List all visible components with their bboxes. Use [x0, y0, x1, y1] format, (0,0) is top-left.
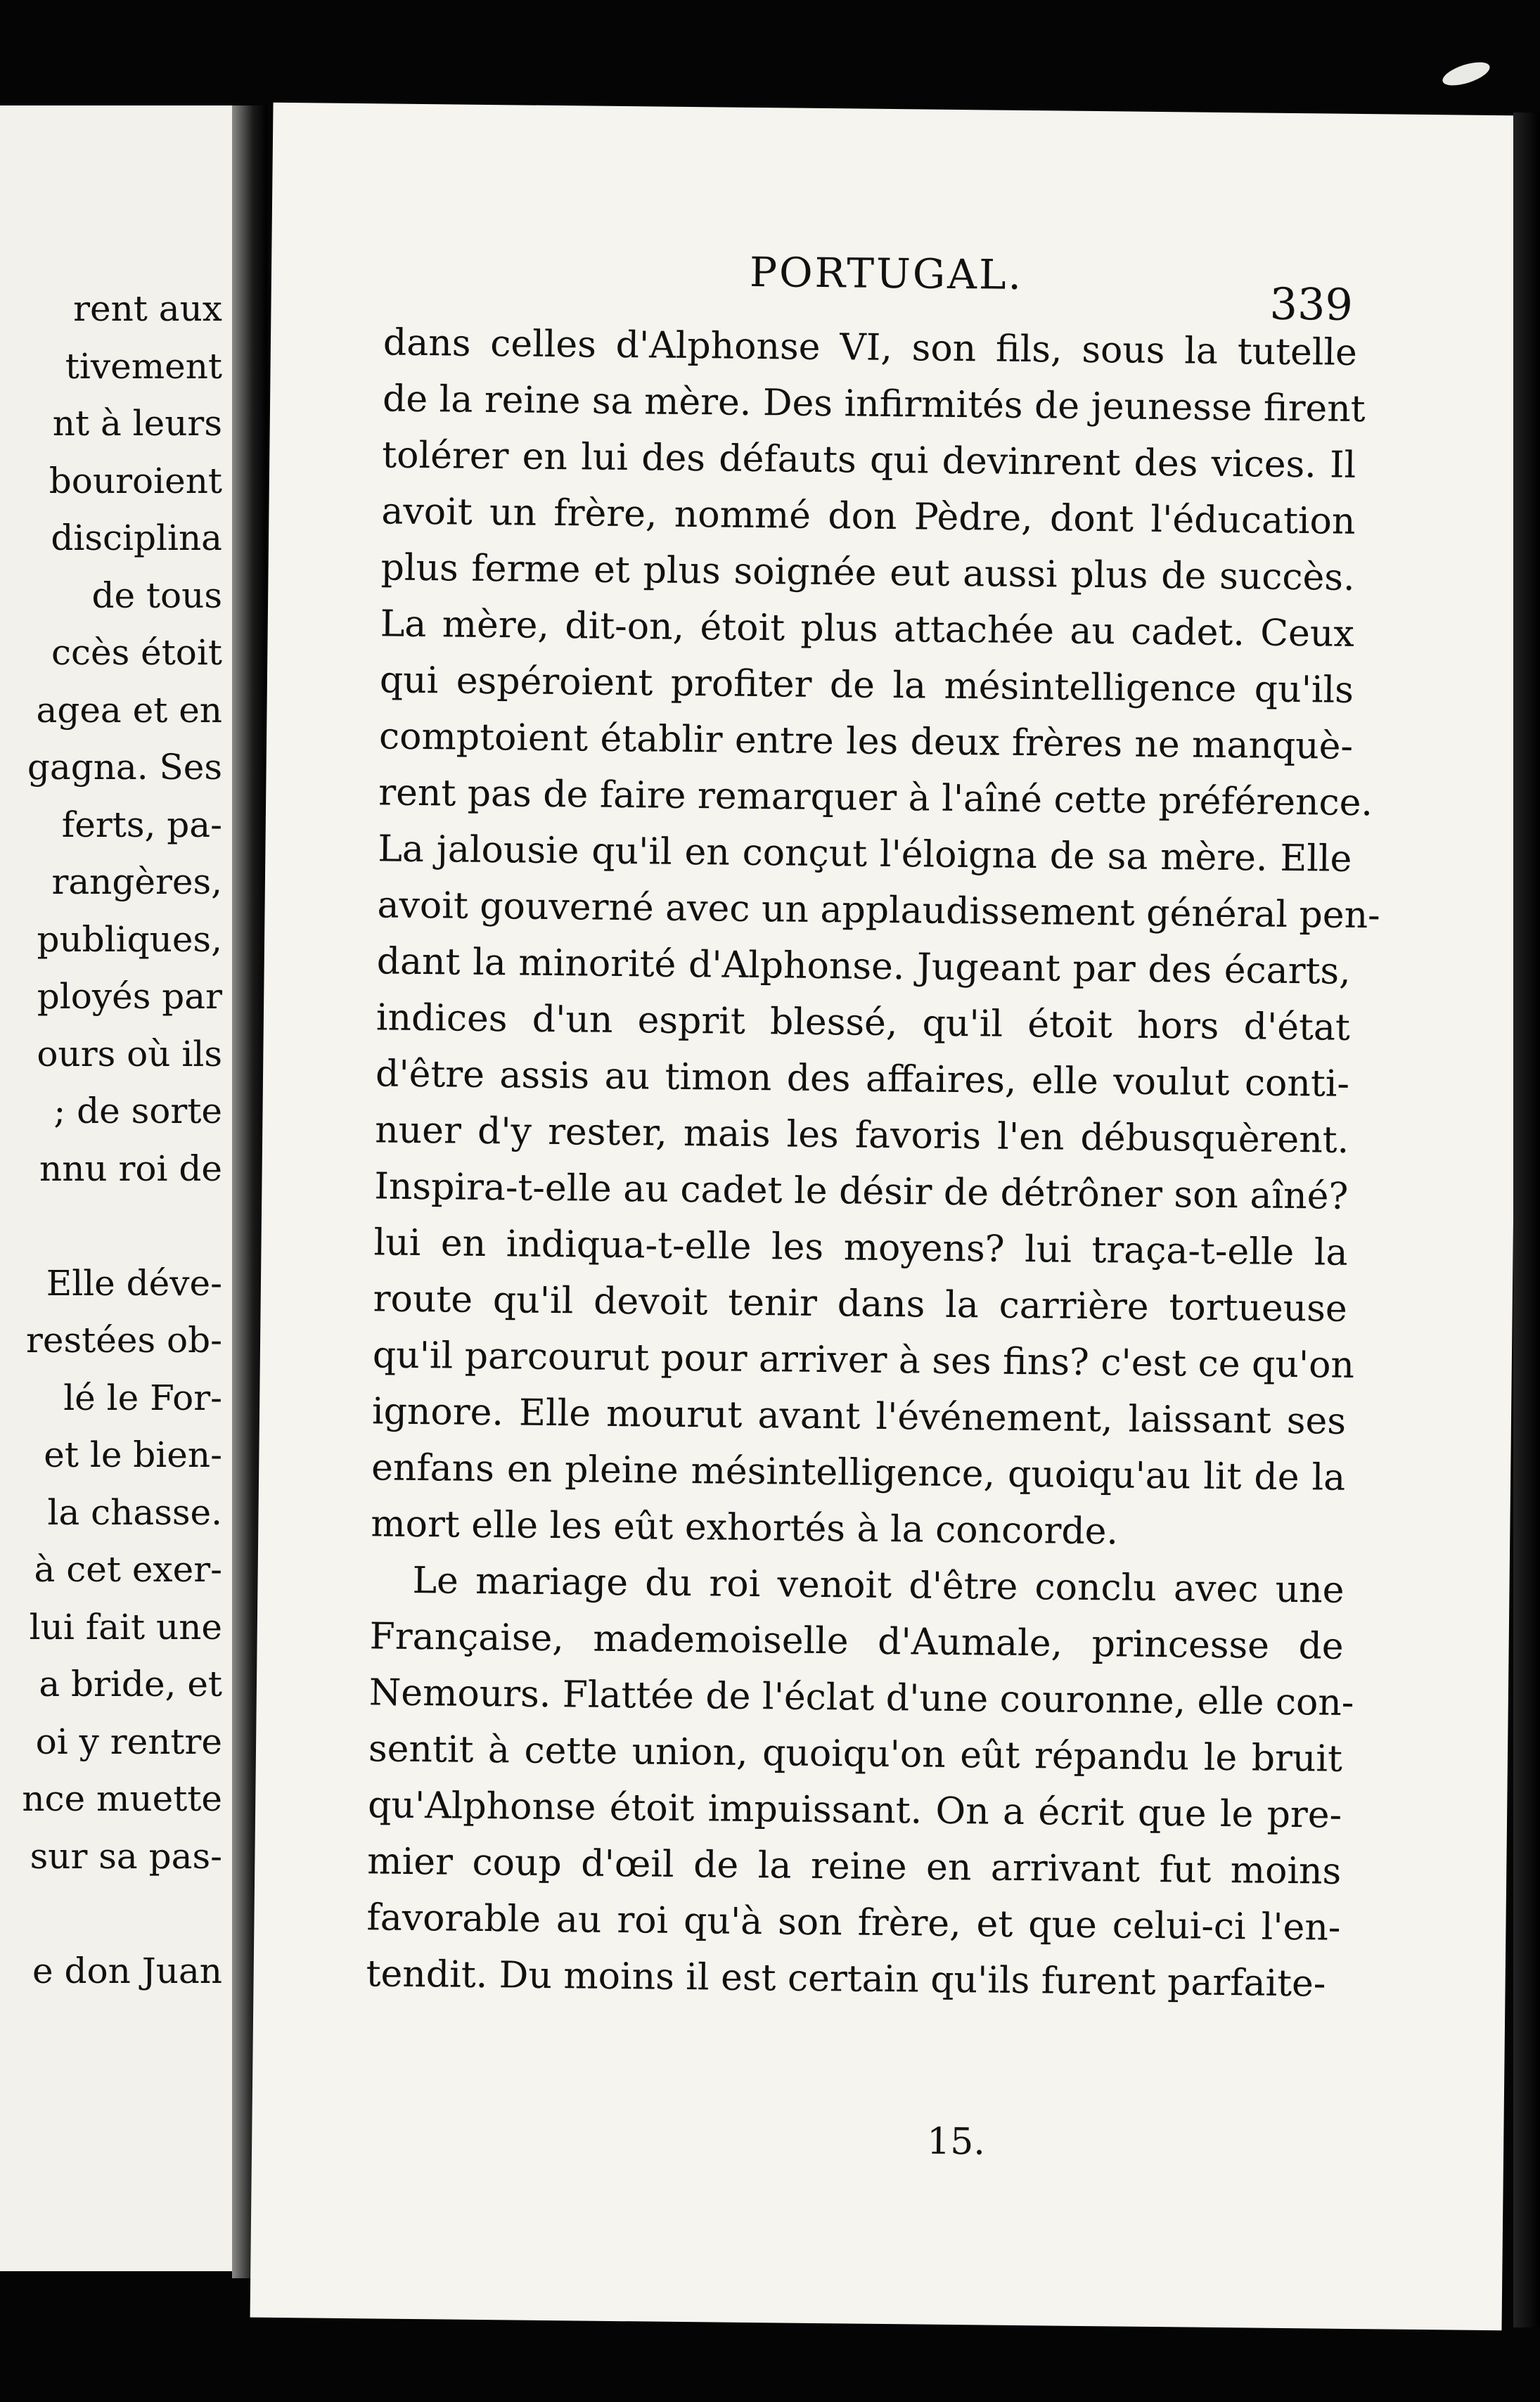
text-line: Nemours. Flattée de l'éclat d'une couronne, elle con-	[368, 1671, 1354, 1724]
text-line: Le mariage du roi venoit d'être conclu avec une	[412, 1559, 1345, 1612]
left-text-line: ours où ils	[37, 1033, 222, 1074]
left-text-line: et le bien-	[44, 1434, 222, 1475]
text-line: avoit un frère, nommé don Pèdre, dont l'éducation	[381, 490, 1356, 543]
text-line: qu'il parcourut pour arriver à ses fins? c'est ce qu'on	[372, 1334, 1355, 1387]
page-number: 339	[1269, 278, 1354, 330]
text-line: mort elle les eût exhortés à la concorde.	[371, 1503, 1119, 1553]
text-line: sentit à cette union, quoiqu'on eût répandu le bruit	[368, 1728, 1343, 1780]
text-line: tolérer en lui des défauts qui devinrent des vices. Il	[381, 434, 1356, 487]
right-page	[250, 103, 1525, 2330]
text-line: ignore. Elle mourut avant l'événement, laissant ses	[371, 1390, 1347, 1443]
body-text	[366, 314, 1381, 2012]
text-line: dant la minorité d'Alphonse. Jugeant par des écarts,	[376, 940, 1351, 993]
left-text-line: sur sa pas-	[30, 1835, 222, 1877]
text-line: comptoient établir entre les deux frères ne manquè-	[378, 715, 1354, 768]
text-line: Française, mademoiselle d'Aumale, princesse de	[369, 1615, 1344, 1668]
text-line: nuer d'y rester, mais les favoris l'en débusquèrent.	[374, 1109, 1349, 1162]
text-line: d'être assis au timon des affaires, elle voulut conti-	[375, 1053, 1350, 1105]
left-text-line: restées ob-	[26, 1320, 222, 1361]
text-line: de la reine sa mère. Des infirmités de jeunesse firent	[382, 378, 1366, 431]
text-line: dans celles d'Alphonse VI, son fils, sous la tutelle	[383, 321, 1358, 374]
text-line: plus ferme et plus soignée eut aussi plus de succès.	[380, 546, 1355, 599]
text-line: mier coup d'œil de la reine en arrivant fut moins	[367, 1840, 1342, 1893]
text-line: rent pas de faire remarquer à l'aîné cette préférence.	[378, 771, 1373, 825]
text-line: enfans en pleine mésintelligence, quoiqu'au lit de la	[371, 1446, 1346, 1499]
left-text-line: à cet exer-	[34, 1549, 222, 1590]
left-text-line: agea et en	[36, 689, 222, 731]
left-text-line: nt à leurs	[52, 403, 222, 444]
text-line: tendit. Du moins il est certain qu'ils furent parfaite-	[366, 1953, 1326, 2005]
text-line: La jalousie qu'il en conçut l'éloigna de sa mère. Elle	[378, 828, 1352, 880]
text-line: Inspira-t-elle au cadet le désir de détrôner son aîné?	[374, 1165, 1349, 1218]
left-text-line: ; de sorte	[53, 1091, 222, 1131]
text-line: qui espéroient profiter de la mésintelligence qu'ils	[379, 659, 1354, 712]
page-edge-shadow	[1513, 113, 1540, 2327]
left-text-line: bouroient	[49, 460, 222, 501]
left-text-line: nce muette	[22, 1778, 222, 1819]
left-text-line: rent aux	[73, 288, 222, 329]
text-line: route qu'il devoit tenir dans la carrière tortueuse	[373, 1278, 1347, 1330]
left-text-line: a bride, et	[39, 1664, 222, 1704]
left-text-line: rangères,	[51, 861, 222, 902]
left-text-line: gagna. Ses	[27, 747, 222, 788]
left-page-fragment	[0, 105, 253, 2271]
left-text-line: lé le For-	[63, 1377, 222, 1418]
left-text-line: disciplina	[51, 518, 222, 558]
left-text-line: oi y rentre	[35, 1721, 222, 1762]
left-text-line: la chasse.	[47, 1491, 222, 1533]
left-text-line: ferts, pa-	[61, 804, 222, 845]
text-line: qu'Alphonse étoit impuissant. On a écrit que le pre-	[367, 1784, 1342, 1837]
left-text-line: Elle déve-	[46, 1262, 222, 1304]
left-text-line: nnu roi de	[39, 1148, 222, 1189]
text-line: favorable au roi qu'à son frère, et que celui-ci l'en-	[366, 1896, 1341, 1949]
left-text-line: publiques,	[37, 918, 222, 960]
signature-mark: 15.	[926, 2120, 986, 2164]
left-text-line: de tous	[91, 574, 222, 616]
text-line: lui en indiqua-t-elle les moyens? lui traça-t-elle la	[373, 1221, 1348, 1274]
running-head: PORTUGAL.	[749, 248, 1024, 299]
text-line: La mère, dit-on, étoit plus attachée au cadet. Ceux	[380, 603, 1355, 655]
left-text-line: ccès étoit	[51, 632, 222, 673]
text-line: indices d'un esprit blessé, qu'il étoit hors d'état	[376, 996, 1351, 1049]
left-text-line: e don Juan	[32, 1950, 222, 1991]
left-text-line: ployés par	[37, 976, 222, 1017]
left-text-line: tivement	[65, 345, 222, 387]
text-line: avoit gouverné avec un applaudissement général pen-	[377, 884, 1381, 937]
left-text-line: lui fait une	[29, 1606, 222, 1648]
